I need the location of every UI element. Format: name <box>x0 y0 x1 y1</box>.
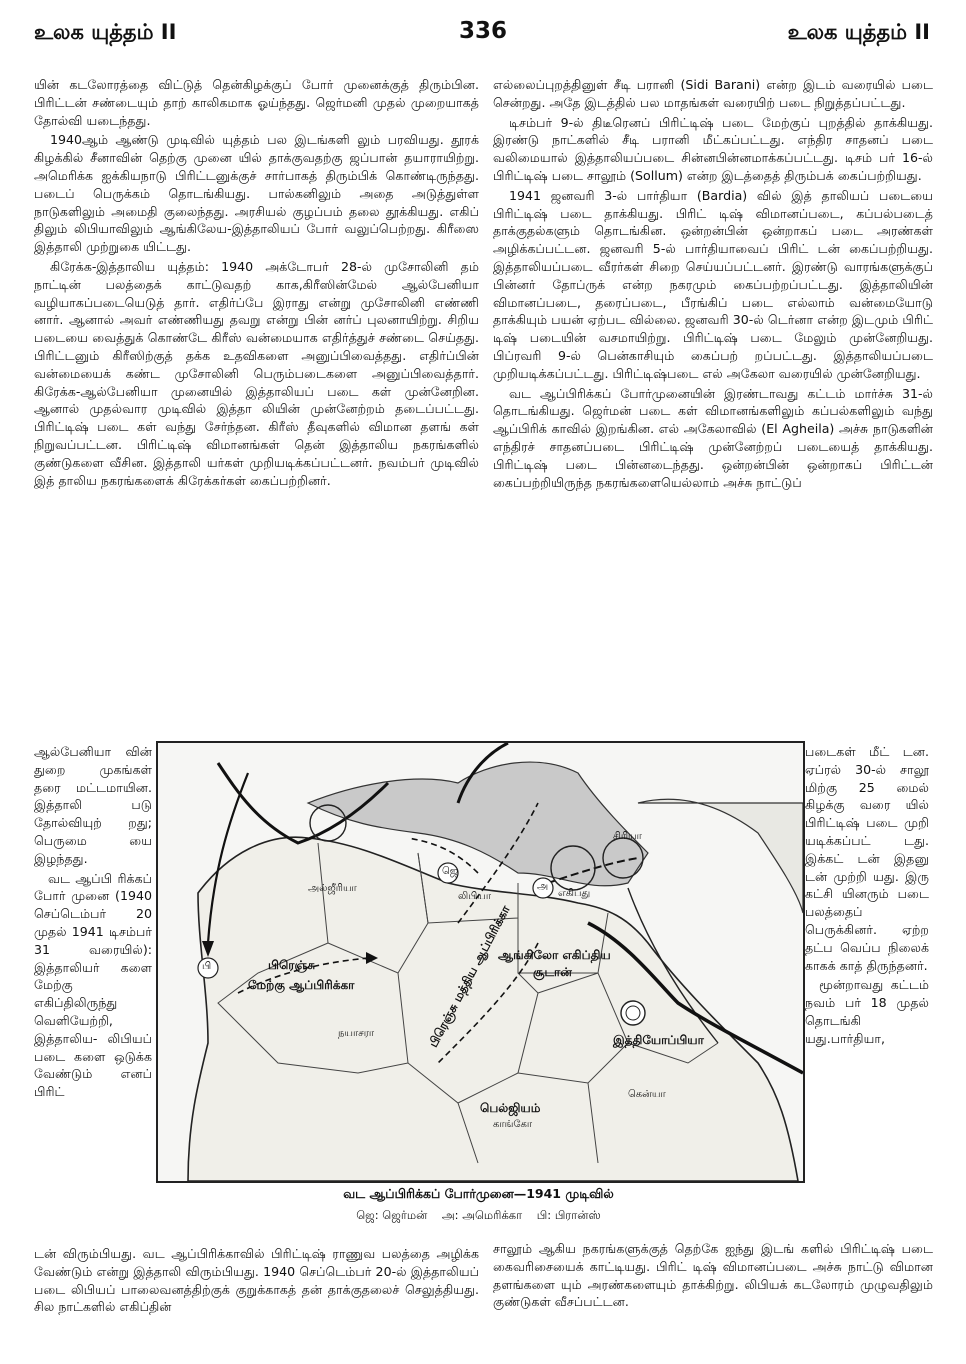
map-label-algeria: அல்ஜீரியா <box>308 883 357 894</box>
map-label-sudan: சூடான் <box>533 965 572 979</box>
circle-marker <box>621 1001 645 1025</box>
left-column-top <box>34 76 479 491</box>
paragraph: 1940ஆம் ஆண்டு முடிவில் யுத்தம் பல இடங்களி லும் பரவியது. தூரக் கிழக்கில் சீனாவின் தெற்கு முனை யில் தாக்குவதற்கு ஜப்பான் தயாராயிற்று. அமெரிக்க ஐக்கியநாடு பிரிட்டனுக்குச் சார்பாகத் திரும்பிக் கொண்டிருந்தது. படைப் பெருக்கம் தொடங்கியது. பால்கனிலும் அதை அடுத்துள்ள நாடுகளிலும் அமைதி குலைந்தது. அரசியல் குழப்பம் தலை தூக்கியது. எகிப் திலும் லிபியாவிலும் ஆங்கிலேய-இத்தாலியப் போர் வலுப்பெற்றது. கிரீஸை இத்தாலி முற்றுகை யிட்டது. <box>34 132 479 255</box>
map-label-congo: காங்கோ <box>493 1119 533 1130</box>
paragraph: மூன்றாவது கட்டம் நவம் பர் 18 முதல் தொடங்கி யது.பார்தியா, <box>805 977 929 1046</box>
paragraph: கிரேக்க-இத்தாலிய யுத்தம்: 1940 அக்டோபர் 28-ல் முசோலினி தம் நாட்டின் பலத்தைக் காட்டுவதற் காக,கிரீஸின்மேல் ஆல்பேனியா வழியாகப்படையெடுத் தார். எதிர்ப்பே இராது என்று முசோலினி எண்ணி னார். ஆனால் அவர் எண்ணியது தவறு என்று பின் னர்ப் புலனாயிற்று. சிறிய படையை வைத்துக் கொண்டே கிரீஸ் வன்மையாக எதிர்த்துச் சண்டை செய்தது. பிரிட்டனும் கிரீஸிற்குத் தக்க உதவிகளை அனுப்பிவைத்தது. எதிர்ப்பின் வன்மையைக் கண்ட முசோலினி பெரும்படைகளை அனுப்பிவைத்தார். கிரேக்க-ஆல்பேனியா முனையில் இத்தாலியப் படை கள் முன்னேறின. ஆனால் முதல்வார முடிவில் இத்தா லியின் முன்னேற்றம் தடைப்பட்டது. பிரிட்டிஷ் படை கள் வந்து சேர்ந்தன. கிரீஸ் தீவுகளில் விமான தளங் கள் நிறுவப்பட்டன. பிரிட்டிஷ் விமானங்கள் தென் இத்தாலிய நகரங்களில் குண்டுகளை வீசின. இத்தாலி யர்கள் முறியடிக்கப்பட்டனர். நவம்பர் முடிவில் இத் தாலிய நகரங்களைக் கிரேக்கர்கள் கைப்பற்றினர். <box>34 258 479 488</box>
paragraph: ஆல்பேனியா வின் துறை முகங்கள் தரை மட்டமாயின. இத்தாலி படு தோல்வியுற் றது; பெருமை யை இழந்தது. <box>34 744 152 866</box>
map-marker-a: அ <box>537 881 549 892</box>
right-narrow-column <box>805 743 929 1050</box>
map-label-anglo-egyptian: ஆங்கிலோ எகிப்திய <box>498 948 611 962</box>
map-label-nigeria: நயாசரா <box>338 1028 375 1039</box>
map-caption: வட ஆப்பிரிக்கப் போர்முனை—1941 முடிவில் <box>343 1186 614 1201</box>
map-label-egypt: எகிப்து <box>558 888 591 899</box>
paragraph: 1941 ஜனவரி 3-ல் பார்தியா (Bardia) வில் இத் தாலியப் படையை பிரிட்டிஷ் படை தாக்கியது. பிரிட் டிஷ் விமானப்படை, கப்பல்படைத் தாக்குதல்களும் தொடங்கின. ஒன்றன்பின் ஒன்றாகப் படை அரண்கள் அழிக்கப்பட்டன. ஜனவரி 5-ல் பார்தியாவைப் பிரிட் டன் கைப்பற்றியது. இத்தாலியப்படை வீரர்கள் சிறை செய்யப்பட்டனர். இரண்டு வாரங்களுக்குப் பின்னர் தோப்ருக் என்ற நகரமும் கைப்பற்றப்பட்டது. இத்தாலியின் விமானப்படை, தரைப்படை, பீரங்கிப் படை எல்லாம் வன்மையோடு தாக்கியும் பயன் ஏற்பட வில்லை. ஜனவரி 30-ல் டெர்னா என்ற இடமும் பிரிட் டிஷ் படையின் வசமாயிற்று. பிரிட்டிஷ் படை மேலும் முன்னேறியது. பிப்ரவரி 9-ல் பென்காசியும் கைப்பற் றப்பட்டது. இத்தாலியப்படை முறியடிக்கப்பட்டது. பிரிட்டிஷ்படை எல் அகேலா வரையில் முன்னேறியது. <box>493 187 933 381</box>
map-label-french-west-africa: பிரெஞ்சு <box>268 958 316 972</box>
left-column-bottom <box>34 1245 479 1318</box>
paragraph: சாலூம் ஆகிய நகரங்களுக்குத் தெற்கே ஐந்து இடங் களில் பிரிட்டிஷ் படை கைவரிசையைக் காட்டியது. பிரிட் டிஷ் விமானப்படை அச்சு நாட்டு விமான தளங்களை யும் அரண்களையும் தாக்கிற்று. லிபியக் கடலோரம் முழுவதிலும் குண்டுகள் வீசப்பட்டன. <box>493 1241 933 1310</box>
page-number: 336 <box>458 18 507 44</box>
map-label-ethiopia: இத்தியோப்பியா <box>613 1033 704 1047</box>
map-label-french-west-africa-2: மேற்கு ஆப்பிரிக்கா <box>248 978 355 992</box>
paragraph: எல்லைப்புறத்தினுள் சீடி பரானி (Sidi Barani) என்ற இடம் வரையில் படை சென்றது. அதே இடத்தில் பல மாதங்கள் வரையிற் படை நிறுத்தப்பட்டது. <box>493 77 933 110</box>
north-africa-map <box>156 741 805 1183</box>
map-legend: ஜெ: ஜெர்மன் அ: அமெரிக்கா பி: பிரான்ஸ் <box>356 1208 601 1222</box>
paragraph: படைகள் மீட் டன. ஏப்ரல் 30-ல் சாலூ மிற்கு 25 மைல் கிழக்கு வரை யில் பிரிட்டிஷ் படை முறி யடிக்கப்பட் டது. இக்கட் டன் இதனு டன் முற்றி யது. இரு கட்சி யினரும் படை பலத்தைப் பெருக்கினர். ஏற்ற தட்ப வெப்ப நிலைக் காகக் காத் திருந்தனர். <box>805 744 929 973</box>
map-label-syria: சிரியா <box>613 831 642 842</box>
right-column-top <box>493 76 933 493</box>
map-label-kenya: கென்யா <box>628 1089 666 1100</box>
paragraph: வட ஆப்பிரிக்கப் போர்முனையின் இரண்டாவது கட்டம் மார்ச்சு 31-ல் தொடங்கியது. ஜெர்மன் படை கள் விமானங்களிலும் கப்பல்களிலும் வந்து ஆப்பிரிக் காவில் இறங்கின. எல் அகேலாவில் (El Agheila) அச்சு நாடுகளின் எந்திரச் சாதனப்படை பிரிட்டிஷ் முன்னேற்றப் படையைத் தாக்கியது. பிரிட்டிஷ் படை பின்னடைந்தது. ஒன்றன்பின் ஒன்றாகப் பிரிட்டன் கைப்பற்றியிருந்த நகரங்களையெல்லாம் அச்சு நாட்டுப் <box>493 385 933 490</box>
map-label-belgian-congo: பெல்ஜியம் <box>480 1101 541 1115</box>
running-title-left: உலக யுத்தம் II <box>34 20 177 44</box>
map-label-french-equatorial: பிரெஞ்சு மத்திய ஆப்பிரிக்கா <box>426 903 513 1050</box>
paragraph: யின் கடலோரத்தை விட்டுத் தென்கிழக்குப் போர் முனைக்குத் திரும்பின. பிரிட்டன் சண்டையும் தாற் காலிகமாக ஓய்ந்தது. ஜெர்மனி முதல் முறையாகத் தோல்வி யடைந்தது. <box>34 77 479 128</box>
left-narrow-column <box>34 743 152 1103</box>
map-marker-pi: பி <box>202 961 212 972</box>
paragraph: டன் விரும்பியது. வட ஆப்பிரிக்காவில் பிரிட்டிஷ் ராணுவ பலத்தை அழிக்க வேண்டும் என்று இத்தாலி விரும்பியது. 1940 செப்டெம்பர் 20-ல் இத்தாலியப் படை லிபியப் பாலைவனத்திற்குக் குறுக்காகத் தன் தாக்குதலைச் செலுத்தியது. சில நாட்களில் எகிப்தின் <box>34 1246 479 1315</box>
map-marker-je: ஜெ <box>442 866 459 877</box>
arabia <box>638 799 803 913</box>
paragraph: வட ஆப்பி ரிக்கப் போர் முனை (1940 செப்டெம்பர் 20 முதல் 1941 டிசம்பர் 31 வரையில்): இத்தாலியர் களை மேற்கு எகிப்திலிருந்து வெளியேற்றி, இத்தாலிய- லிபியப் படை களை ஒடுக்க வேண்டும் எனப் பிரிட் <box>34 870 152 1100</box>
paragraph: டிசம்பர் 9-ல் திடீரெனப் பிரிட்டிஷ் படை மேற்குப் புறத்தில் தாக்கியது. இரண்டு நாட்களில் சீடி பரானி மீட்கப்பட்டது. எந்திர சாதனப் படை வலிமையால் இத்தாலியப்படை சின்னபின்னமாக்கப்பட்டது. டிசம் பர் 16-ல் பிரிட்டிஷ் படை சாலூம் (Sollum) என்ற இடத்தைத் திரும்பக் கைப்பற்றியது. <box>493 114 933 183</box>
running-title-right: உலக யுத்தம் II <box>787 20 930 44</box>
right-column-bottom <box>493 1240 933 1313</box>
map-label-libya: லிபியா <box>458 891 492 902</box>
